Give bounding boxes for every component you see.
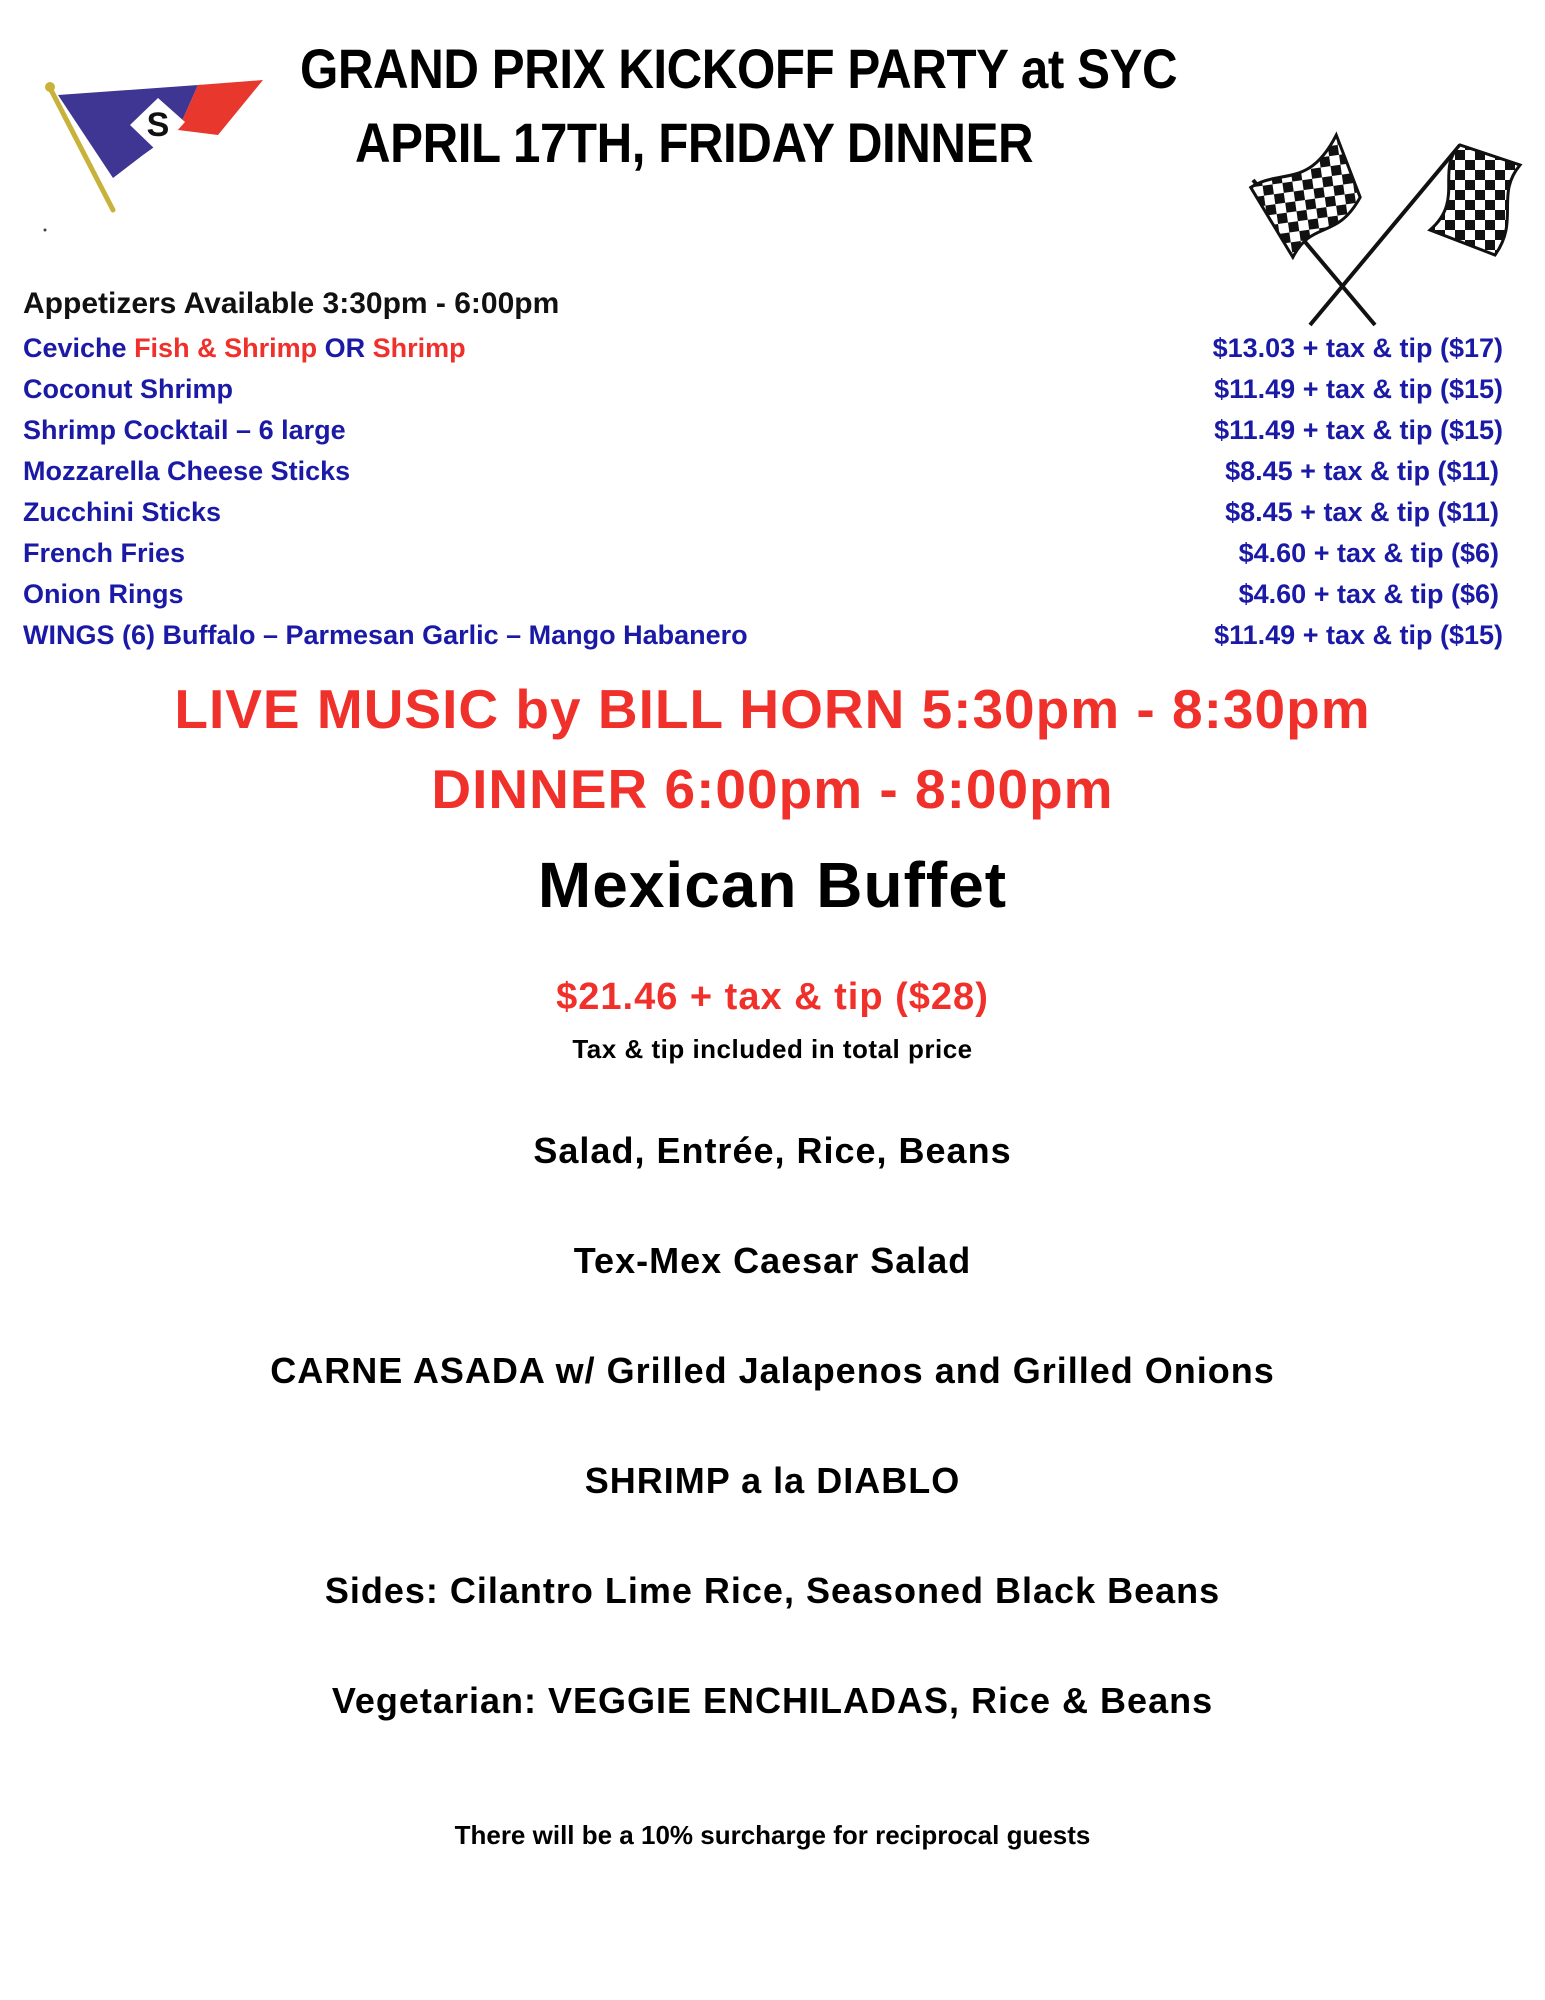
appetizer-price: $13.03 + tax & tip ($17)	[1212, 333, 1503, 363]
appetizer-row	[23, 333, 1503, 373]
appetizer-price: $11.49 + tax & tip ($15)	[1214, 620, 1503, 650]
appetizer-row	[23, 538, 1503, 578]
appetizer-price: $11.49 + tax & tip ($15)	[1214, 415, 1503, 445]
page-subtitle: APRIL 17TH, FRIDAY DINNER	[355, 111, 1034, 174]
appetizer-row	[23, 456, 1503, 496]
appetizer-name: Onion Rings	[23, 579, 184, 609]
appetizer-row	[23, 415, 1503, 455]
appetizer-name: WINGS (6) Buffalo – Parmesan Garlic – Mango Habanero	[23, 620, 748, 650]
appetizer-row	[23, 620, 1503, 660]
menu-line: Salad, Entrée, Rice, Beans	[533, 1130, 1012, 1171]
appetizer-price: $11.49 + tax & tip ($15)	[1214, 374, 1503, 404]
checkered-flags-icon	[1195, 130, 1525, 330]
live-music-banner: LIVE MUSIC by BILL HORN 5:30pm - 8:30pm	[174, 678, 1371, 740]
appetizer-row	[23, 497, 1503, 537]
surcharge-note: There will be a 10% surcharge for reciprocal guests	[454, 1820, 1091, 1850]
syc-burgee-logo	[38, 60, 273, 235]
appetizer-name: Shrimp Cocktail – 6 large	[23, 415, 346, 445]
appetizer-price: $4.60 + tax & tip ($6)	[1238, 579, 1499, 609]
appetizer-name: Mozzarella Cheese Sticks	[23, 456, 351, 486]
burgee-letter: S	[146, 106, 170, 144]
dinner-time-banner: DINNER 6:00pm - 8:00pm	[431, 758, 1114, 820]
appetizer-name: French Fries	[23, 538, 186, 568]
appetizer-name: Zucchini Sticks	[23, 497, 222, 527]
buffet-title: Mexican Buffet	[537, 849, 1008, 921]
menu-line: Tex-Mex Caesar Salad	[573, 1240, 972, 1281]
appetizer-price: $8.45 + tax & tip ($11)	[1225, 497, 1499, 527]
appetizer-row	[23, 579, 1503, 619]
appetizer-price: $4.60 + tax & tip ($6)	[1238, 538, 1499, 568]
menu-line: Sides: Cilantro Lime Rice, Seasoned Black Beans	[324, 1570, 1221, 1611]
page-title: GRAND PRIX KICKOFF PARTY at SYC	[300, 37, 1178, 100]
menu-line: SHRIMP a la DIABLO	[584, 1460, 961, 1501]
appetizer-name: Coconut Shrimp	[23, 374, 233, 404]
menu-line: Vegetarian: VEGGIE ENCHILADAS, Rice & Beans	[331, 1680, 1214, 1721]
appetizer-price: $8.45 + tax & tip ($11)	[1225, 456, 1499, 486]
tax-note: Tax & tip included in total price	[572, 1034, 973, 1064]
buffet-price: $21.46 + tax & tip ($28)	[556, 976, 989, 1018]
appetizers-heading: Appetizers Available 3:30pm - 6:00pm	[23, 287, 560, 320]
appetizer-name: Ceviche Fish & Shrimp OR Shrimp	[23, 333, 466, 363]
menu-line: CARNE ASADA w/ Grilled Jalapenos and Grilled Onions	[270, 1350, 1275, 1391]
appetizer-row	[23, 374, 1503, 414]
